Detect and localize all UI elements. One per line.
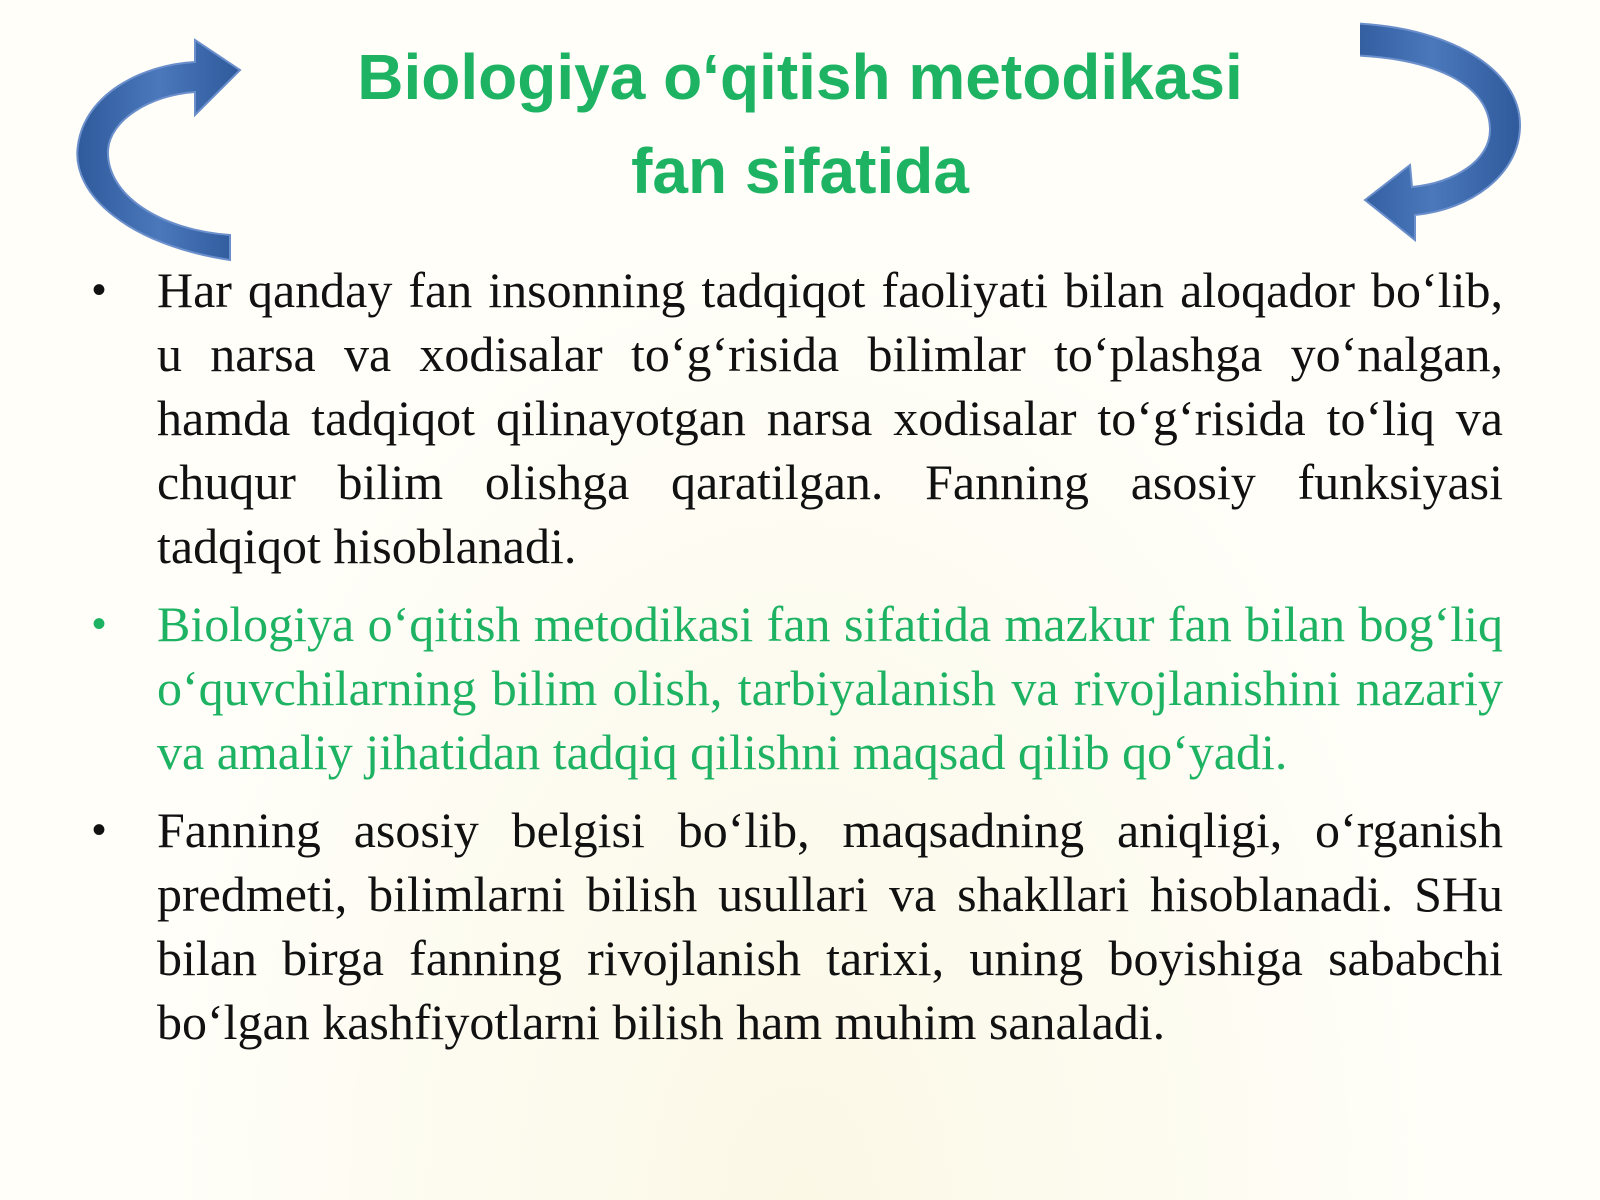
bullet-text: Biologiya o‘qitish metodikasi fan sifatida mazkur fan bilan bog‘liq o‘quvchilarning bilim olish, tarbiyalanish va rivojlanishini nazariy va amaliy jihatidan tadqiq qilishni maqsad qilib qo‘yadi. [157,596,1503,780]
curved-arrow-right-icon [1360,15,1540,265]
curved-arrow-left-icon [70,20,250,270]
bullet-item [0,798,1503,1054]
title-line-1: Biologiya o‘qitish metodikasi [357,41,1243,113]
bullet-marker: • [92,602,107,646]
slide-title [250,30,1350,218]
bullet-item [0,258,1503,578]
bullet-text: Har qanday fan insonning tadqiqot faoliyati bilan aloqador bo‘lib, u narsa va xodisalar to‘g‘risida bilimlar to‘plashga yo‘nalgan, hamda tadqiqot qilinayotgan narsa xodisalar to‘g‘risida to‘liq va chuqur bilim olishga qaratilgan. Fanning asosiy funksiyasi tadqiqot hisoblanadi. [157,262,1503,574]
bullet-marker: • [92,808,107,852]
bullet-marker: • [92,268,107,312]
bullet-list [0,258,1600,1068]
title-line-2: fan sifatida [631,135,969,207]
bullet-text: Fanning asosiy belgisi bo‘lib, maqsadning aniqligi, o‘rganish predmeti, bilimlarni bilish usullari va shakllari hisoblanadi. SHu bilan birga fanning rivojlanish tarixi, uning boyishiga sababchi bo‘lgan kashfiyotlarni bilish ham muhim sanaladi. [157,802,1503,1050]
bullet-item-highlighted [0,592,1503,784]
